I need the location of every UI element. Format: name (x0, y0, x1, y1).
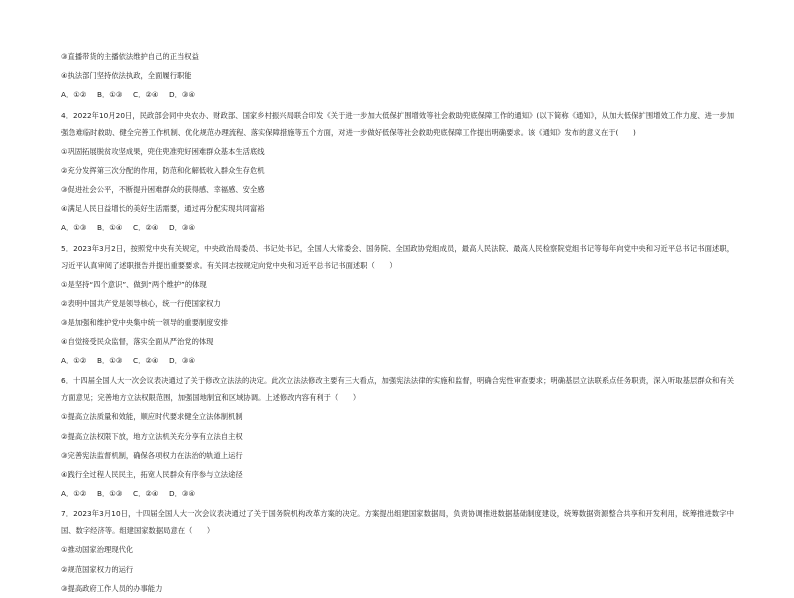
q3-choice-a: A．①② (61, 90, 87, 100)
q6-choice-c: C．②④ (133, 489, 159, 499)
q4-option-1: ①巩固拓展脱贫攻坚成果，兜住兜准兜好困难群众基本生活底线 (61, 146, 265, 156)
q5-option-3: ③是加强和维护党中央集中统一领导的重要制度安排 (61, 317, 229, 327)
q5-stem: 5．2023年3月2日，按照党中央有关规定，中央政治局委员、书记处书记，全国人大常委会、国务院、全国政协党组成员，最高人民法院、最高人民检察院党组书记等每年向党中央和习近平总书记书面述职，习近平认真审阅了述职报告并提出重要要求。有关同志按规定向党中央和习近平总书记书面述职（ ） (61, 243, 734, 270)
q6-option-2: ②提高立法权限下放，地方立法机关充分享有立法自主权 (61, 431, 243, 441)
q5-choice-a: A．①② (61, 356, 87, 366)
q6-choice-d: D．③④ (169, 489, 195, 499)
q3-option-3: ③直播带货的主播依法维护自己的正当权益 (61, 52, 199, 61)
q6-choice-b: B．①③ (97, 489, 123, 499)
q5-choices (61, 351, 734, 370)
q7-stem: 7．2023年3月10日，十四届全国人大一次会议表决通过了关于国务院机构改革方案的决定。方案提出组建国家数据局，负责协调推进数据基础制度建设，统筹数据资源整合共享和开发利用，统筹推进数字中国、数字经济等。组建国家数据局意在（ ） (61, 509, 734, 536)
q4-choice-a: A．①③ (61, 223, 87, 233)
q3-choice-d: D．③④ (169, 90, 195, 100)
q4-option-3: ③促进社会公平，不断提升困难群众的获得感、幸福感、安全感 (61, 184, 265, 194)
q4-choice-b: B．①④ (97, 223, 123, 233)
q7-option-3: ③提高政府工作人员的办事能力 (61, 583, 163, 593)
q5-option-4: ④自觉接受民众监督，落实全面从严治党的体现 (61, 337, 214, 347)
q6-choices (61, 484, 734, 503)
q6-stem: 6．十四届全国人大一次会议表决通过了关于修改立法法的决定。此次立法法修改主要有三大看点，加强宪法法律的实施和监督，明确合宪性审查要求；明确基层立法联系点任务职责，深入听取基层群众和有关方面意见；完善地方立法权限范围，加强国地制宜和区域协调。上述修改内容有利于（ ） (61, 376, 734, 403)
q4-choice-d: D．③④ (169, 223, 195, 233)
q3-choice-b: B．①③ (97, 90, 123, 100)
q6-option-4: ④践行全过程人民民主，拓宽人民群众有序参与立法途径 (61, 470, 243, 479)
q5-choice-d: D．③④ (169, 356, 195, 366)
q3-option-4: ④执法部门坚持依法执政，全面履行职能 (61, 71, 192, 81)
q4-option-2: ②充分发挥第三次分配的作用，防范和化解低收入群众生存危机 (61, 165, 265, 175)
q4-stem: 4．2022年10月20日，民政部会同中央农办、财政部、国家乡村振兴局联合印发《关于进一步加大低保扩围增效等社会救助兜底保障工作的通知》(以下简称《通知》，从加大低保扩围增效工作力度、进一步加强急难临时救助、健全完善工作机制、优化规范办理流程、落实保障措施等五个方面，对进一步做好低保等社会救助兜底保障工作提出明确要求。该《通知》发布的意义在于( ) (61, 110, 734, 137)
q5-option-1: ①是坚持“四个意识”、做到“两个维护”的体现 (61, 279, 207, 289)
q5-choice-c: C．②④ (133, 356, 159, 366)
q3-choices (61, 85, 734, 104)
q6-option-3: ③完善宪法监督机制，确保各项权力在法治的轨道上运行 (61, 450, 243, 460)
q6-option-1: ①提高立法质量和效能，顺应时代要求健全立法体制机制 (61, 412, 243, 422)
q5-choice-b: B．①③ (97, 356, 123, 366)
q4-choice-c: C．②④ (133, 223, 159, 233)
q5-option-2: ②表明中国共产党是领导核心，统一行使国家权力 (61, 298, 221, 308)
q7-option-2: ②规范国家权力的运行 (61, 564, 134, 574)
q6-choice-a: A．①② (61, 489, 87, 499)
q4-choices (61, 218, 734, 237)
q3-choice-c: C．②④ (133, 90, 159, 100)
q7-option-1: ①推动国家治理现代化 (61, 545, 134, 555)
q4-option-4: ④满足人民日益增长的美好生活需要，通过再分配实现共同富裕 (61, 204, 265, 214)
